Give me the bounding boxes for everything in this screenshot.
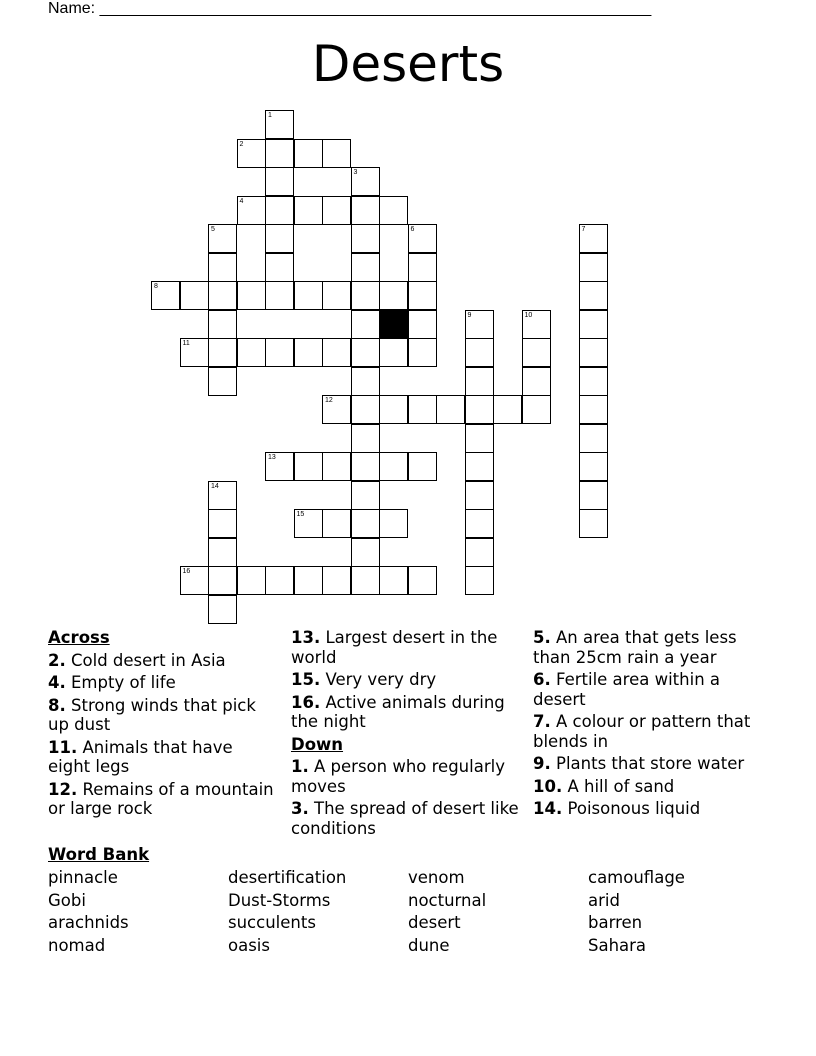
crossword-cell[interactable] — [208, 310, 237, 339]
clue-across-4: 4. Empty of life — [48, 673, 176, 692]
crossword-cell[interactable] — [379, 452, 408, 481]
crossword-cell[interactable] — [351, 253, 380, 282]
crossword-cell[interactable] — [465, 424, 494, 453]
crossword-cell[interactable] — [379, 566, 408, 595]
cell-number: 2 — [239, 140, 244, 148]
crossword-cell[interactable] — [351, 281, 380, 310]
crossword-cell[interactable] — [408, 338, 437, 367]
crossword-cell[interactable] — [180, 281, 209, 310]
crossword-cell[interactable] — [465, 310, 494, 339]
crossword-cell[interactable] — [208, 481, 237, 510]
clue-across-8: 8. Strong winds that pick up dust — [48, 695, 256, 734]
crossword-cell[interactable] — [322, 281, 351, 310]
cell-number: 15 — [296, 511, 305, 518]
crossword-cell[interactable] — [294, 509, 323, 538]
word-bank-item: camouflage — [588, 868, 685, 887]
word-bank-item: desertification — [228, 868, 347, 887]
word-bank-title: Word Bank — [48, 845, 150, 864]
cell-number: 12 — [325, 397, 333, 404]
crossword-cell[interactable] — [579, 253, 608, 282]
word-bank-item: oasis — [228, 936, 270, 955]
word-bank-item: Gobi — [48, 891, 86, 910]
word-bank-item: venom — [408, 868, 465, 887]
crossword-cell[interactable] — [322, 139, 351, 168]
crossword-cell[interactable] — [351, 538, 380, 567]
crossword-cell[interactable] — [322, 196, 351, 225]
crossword-cell[interactable] — [208, 595, 237, 624]
crossword-cell[interactable] — [265, 281, 294, 310]
across-heading: Across — [48, 628, 110, 647]
crossword-cell[interactable] — [151, 281, 180, 310]
crossword-cell[interactable] — [294, 566, 323, 595]
crossword-cell[interactable] — [265, 253, 294, 282]
cell-number: 7 — [581, 226, 586, 233]
clue-across-2: 2. Cold desert in Asia — [48, 650, 226, 670]
crossword-cell[interactable] — [379, 509, 408, 538]
clue-down-3: 3. The spread of desert like conditions — [291, 799, 519, 838]
clues-column-1 — [48, 628, 280, 822]
clues-column-2 — [291, 628, 523, 841]
clue-across-16: 16. Active animals during the night — [291, 692, 505, 731]
crossword-cell[interactable] — [351, 310, 380, 339]
crossword-cell[interactable] — [180, 338, 209, 367]
clue-down-5: 5. An area that gets less than 25cm rain a year — [533, 628, 737, 667]
crossword-cell[interactable] — [294, 196, 323, 225]
crossword-cell[interactable] — [322, 338, 351, 367]
crossword-cell[interactable] — [294, 139, 323, 168]
crossword-cell[interactable] — [522, 338, 551, 367]
crossword-cell[interactable] — [237, 139, 266, 168]
word-bank-item: barren — [588, 913, 643, 932]
crossword-cell[interactable] — [579, 509, 608, 538]
crossword-cell[interactable] — [265, 224, 294, 253]
word-bank-item: Dust-Storms — [228, 891, 331, 910]
crossword-cell[interactable] — [180, 566, 209, 595]
crossword-cell[interactable] — [408, 224, 437, 253]
crossword-cell[interactable] — [351, 224, 380, 253]
crossword-cell[interactable] — [237, 196, 266, 225]
crossword-cell[interactable] — [237, 338, 266, 367]
crossword-cell[interactable] — [579, 310, 608, 339]
crossword-cell[interactable] — [465, 395, 494, 424]
clues-column-3 — [533, 628, 765, 822]
crossword-cell[interactable] — [465, 367, 494, 396]
crossword-cell[interactable] — [465, 481, 494, 510]
crossword-cell[interactable] — [322, 566, 351, 595]
crossword-cell[interactable] — [351, 481, 380, 510]
crossword-cell[interactable] — [208, 509, 237, 538]
crossword-cell[interactable] — [465, 566, 494, 595]
cell-number: 16 — [182, 568, 191, 575]
crossword-cell[interactable] — [265, 566, 294, 595]
clue-down-1: 1. A person who regularly moves — [291, 757, 505, 796]
crossword-cell[interactable] — [408, 281, 437, 310]
clue-down-9: 9. Plants that store water — [533, 754, 745, 773]
word-bank-item: succulents — [228, 913, 316, 932]
word-bank-item: arachnids — [48, 913, 129, 932]
word-bank-item: nomad — [48, 936, 106, 955]
crossword-cell[interactable] — [408, 452, 437, 481]
clue-across-15: 15. Very very dry — [291, 670, 437, 689]
crossword-cell[interactable] — [265, 196, 294, 225]
crossword-cell[interactable] — [351, 167, 380, 196]
crossword-cell[interactable] — [208, 538, 237, 567]
cell-number: 14 — [211, 482, 219, 490]
cell-number: 1 — [268, 112, 272, 119]
crossword-cell[interactable] — [351, 424, 380, 453]
crossword-cell[interactable] — [493, 395, 522, 424]
crossword-cell[interactable] — [579, 424, 608, 453]
crossword-cell[interactable] — [351, 566, 380, 595]
clue-down-10: 10. A hill of sand — [533, 776, 675, 796]
clue-across-12: 12. Remains of a mountain or large rock — [48, 779, 274, 818]
crossword-cell[interactable] — [265, 452, 294, 481]
page-title: Deserts — [311, 35, 505, 93]
clue-across-11: 11. Animals that have eight legs — [48, 737, 233, 776]
word-bank-item: dune — [408, 936, 450, 955]
clue-across-13: 13. Largest desert in the world — [291, 628, 498, 667]
word-bank-item: arid — [588, 891, 620, 910]
down-heading: Down — [291, 734, 344, 754]
crossword-cell[interactable] — [322, 509, 351, 538]
cell-number: 4 — [239, 197, 244, 205]
crossword-cell[interactable] — [237, 566, 266, 595]
crossword-cell[interactable] — [265, 139, 294, 168]
cell-number: 11 — [182, 340, 190, 347]
word-bank-item: Sahara — [588, 936, 647, 955]
word-bank-item: nocturnal — [408, 891, 487, 910]
crossword-cell[interactable] — [408, 566, 437, 595]
crossword-cell[interactable] — [351, 452, 380, 481]
crossword-cell[interactable] — [522, 367, 551, 396]
clue-down-14: 14. Poisonous liquid — [533, 799, 701, 818]
crossword-cell[interactable] — [322, 452, 351, 481]
crossword-cell[interactable] — [265, 110, 294, 139]
cell-number: 8 — [154, 283, 158, 290]
name-field[interactable]: Name: ______________________________________________________________ — [48, 0, 652, 17]
crossword-cell[interactable] — [351, 509, 380, 538]
crossword-cell[interactable] — [351, 395, 380, 424]
crossword-cell[interactable] — [579, 367, 608, 396]
crossword-cell[interactable] — [208, 224, 237, 253]
cell-number: 3 — [353, 169, 358, 176]
crossword-cell[interactable] — [436, 395, 465, 424]
crossword-cell[interactable] — [465, 509, 494, 538]
crossword-cell[interactable] — [379, 395, 408, 424]
cell-number: 5 — [211, 226, 215, 233]
word-bank-item: desert — [408, 913, 461, 932]
cell-number: 6 — [410, 226, 415, 233]
crossword-cell[interactable] — [208, 367, 237, 396]
cell-number: 13 — [268, 454, 276, 461]
crossword-cell[interactable] — [465, 338, 494, 367]
crossword-cell[interactable] — [294, 338, 323, 367]
crossword-cell[interactable] — [579, 481, 608, 510]
crossword-cell[interactable] — [322, 395, 351, 424]
crossword-cell[interactable] — [579, 281, 608, 310]
crossword-cell[interactable] — [237, 281, 266, 310]
crossword-cell[interactable] — [294, 281, 323, 310]
crossword-cell[interactable] — [579, 452, 608, 481]
crossword-cell[interactable] — [465, 538, 494, 567]
crossword-cell[interactable] — [579, 395, 608, 424]
crossword-cell[interactable] — [379, 196, 408, 225]
crossword-cell[interactable] — [265, 167, 294, 196]
blocked-cell — [379, 310, 408, 339]
crossword-cell[interactable] — [522, 395, 551, 424]
crossword-cell[interactable] — [351, 367, 380, 396]
crossword-cell[interactable] — [265, 338, 294, 367]
cell-number: 9 — [467, 311, 472, 319]
crossword-cell[interactable] — [408, 253, 437, 282]
crossword-cell[interactable] — [379, 281, 408, 310]
crossword-cell[interactable] — [351, 196, 380, 225]
crossword-cell[interactable] — [522, 310, 551, 339]
cell-number: 10 — [524, 311, 533, 319]
clue-down-7: 7. A colour or pattern that blends in — [533, 712, 751, 751]
crossword-cell[interactable] — [208, 338, 237, 367]
crossword-cell[interactable] — [379, 338, 408, 367]
crossword-cell[interactable] — [208, 281, 237, 310]
crossword-cell[interactable] — [294, 452, 323, 481]
crossword-cell[interactable] — [579, 224, 608, 253]
clue-down-6: 6. Fertile area within a desert — [533, 670, 721, 709]
crossword-cell[interactable] — [351, 338, 380, 367]
crossword-cell[interactable] — [465, 452, 494, 481]
crossword-cell[interactable] — [579, 338, 608, 367]
crossword-cell[interactable] — [408, 310, 437, 339]
crossword-cell[interactable] — [208, 566, 237, 595]
crossword-cell[interactable] — [408, 395, 437, 424]
word-bank-item: pinnacle — [48, 868, 118, 887]
crossword-cell[interactable] — [208, 253, 237, 282]
